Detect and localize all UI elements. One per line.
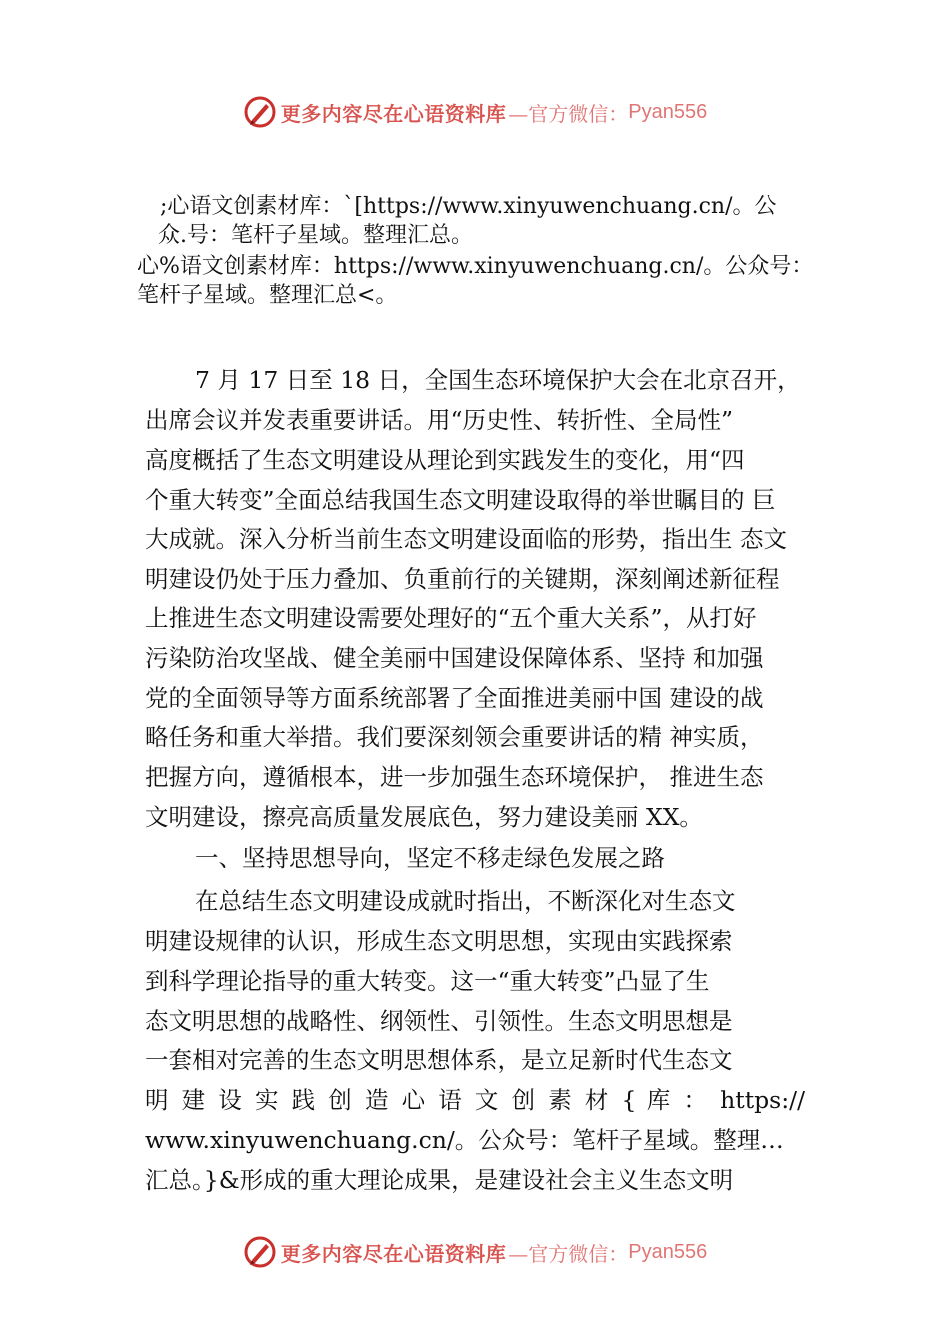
- header-banner: [0, 92, 950, 132]
- article-line: 态文明思想的战略性、纲领性、引领性。生态文明思想是: [145, 1007, 733, 1035]
- article-line: 出席会议并发表重要讲话。用“历史性、转折性、全局性”: [145, 406, 734, 434]
- article-line: 一套相对完善的生态文明思想体系，是立足新时代生态文: [145, 1046, 733, 1074]
- article-line: 明建设仍处于压力叠加、负重前行的关键期，深刻阐述新征程: [145, 565, 780, 593]
- source-note-line: 笔杆子星域。整理汇总<。: [137, 283, 398, 308]
- source-note-line: 众.号：笔杆子星域。整理汇总。: [158, 223, 473, 248]
- article-line: 污染防治攻坚战、健全美丽中国建设保障体系、坚持 和加强: [145, 644, 764, 672]
- article-line: 明建设规律的认识，形成生态文明思想，实现由实践探索: [145, 927, 733, 955]
- article-line: 个重大转变”全面总结我国生态文明建设取得的举世瞩目的 巨: [145, 486, 776, 514]
- article-line: www.xinyuwenchuang.cn/。公众号：笔杆子星域。整理…: [145, 1126, 784, 1154]
- section-heading: 一、坚持思想导向，坚定不移走绿色发展之路: [195, 844, 665, 872]
- article-line: 在总结生态文明建设成就时指出，不断深化对生态文: [195, 887, 736, 915]
- header-brand: 更多内容尽在心语资料库: [280, 101, 507, 126]
- pen-seal-icon: [243, 95, 277, 129]
- source-note-line: ;心语文创素材库：`[https://www.xinyuwenchuang.cn/。公: [160, 194, 777, 219]
- article-line: 汇总。}&形成的重大理论成果，是建设社会主义生态文明: [145, 1166, 734, 1194]
- header-contact-label: —官方微信：: [508, 101, 629, 126]
- pen-seal-icon: [243, 1235, 277, 1269]
- article-line: 上推进生态文明建设需要处理好的“五个重大关系”，从打好: [145, 604, 757, 632]
- footer-brand: 更多内容尽在心语资料库: [280, 1241, 507, 1266]
- header-wechat-id: Pyan556: [628, 100, 708, 123]
- article-line: 明 建 设 实 践 创 造 心 语 文 创 素 材 { 库 ： https://: [145, 1086, 805, 1114]
- article-line: 党的全面领导等方面系统部署了全面推进美丽中国 建设的战: [145, 684, 764, 712]
- article-line: 大成就。深入分析当前生态文明建设面临的形势，指出生 态文: [145, 525, 787, 553]
- footer-banner: [0, 1232, 950, 1272]
- article-line: 把握方向，遵循根本，进一步加强生态环境保护， 推进生态: [145, 763, 764, 791]
- source-note-line: 心%语文创素材库：https://www.xinyuwenchuang.cn/。公众号：: [137, 254, 814, 279]
- article-line: 略任务和重大举措。我们要深刻领会重要讲话的精 神实质，: [145, 723, 764, 751]
- article-line: 7 月 17 日至 18 日，全国生态环境保护大会在北京召开，: [195, 366, 801, 394]
- article-line: 到科学理论指导的重大转变。这一“重大转变”凸显了生: [145, 967, 710, 995]
- article-line: 文明建设，擦亮高质量发展底色，努力建设美丽 XX。: [145, 803, 703, 831]
- article-line: 高度概括了生态文明建设从理论到实践发生的变化，用“四: [145, 446, 745, 474]
- footer-contact-label: —官方微信：: [508, 1241, 629, 1266]
- footer-wechat-id: Pyan556: [628, 1240, 708, 1263]
